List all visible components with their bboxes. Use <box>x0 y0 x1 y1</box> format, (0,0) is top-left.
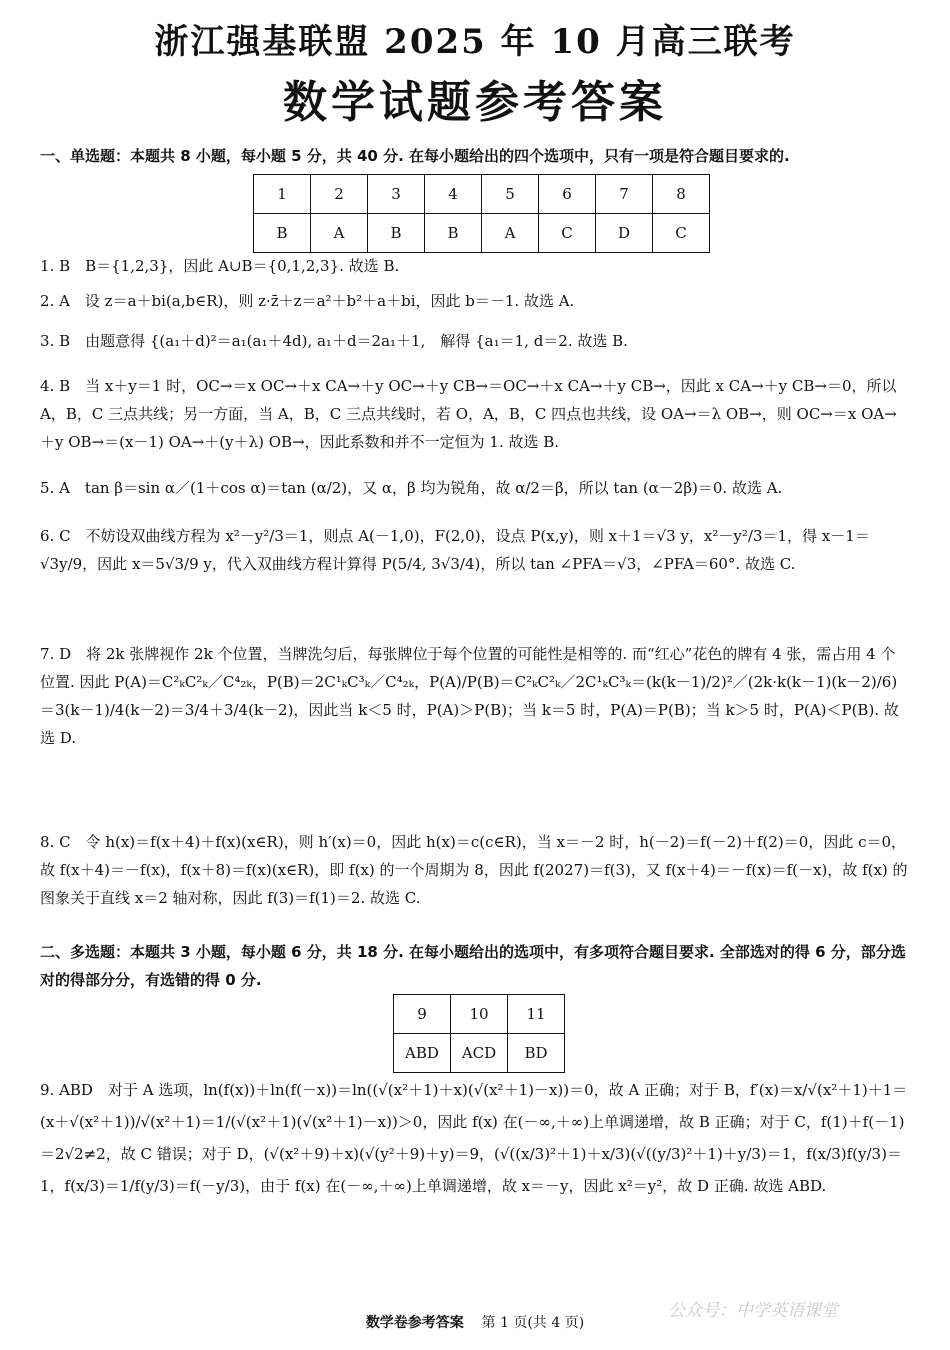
watermark: 公众号：中学英语课堂 <box>668 1301 838 1321</box>
answer-table-1 <box>253 174 710 253</box>
page-title: 浙江强基联盟 2025 年 10 月高三联考 <box>154 22 796 62</box>
table-cell: BD <box>508 1034 565 1073</box>
table-row <box>394 995 565 1034</box>
section2-heading: 二、多选题：本题共 3 小题，每小题 6 分，共 18 分. 在每小题给出的选项中，有多项符合题目要求. 全部选对的得 6 分，部分选对的得部分分，有选错的得 0 分. <box>40 943 906 989</box>
table-cell: D <box>596 214 653 253</box>
table-cell: 6 <box>539 175 596 214</box>
table-cell: 4 <box>425 175 482 214</box>
solution-8: 8. C 令 h(x)＝f(x＋4)＋f(x)(x∈R)，则 h′(x)＝0，因此 h(x)＝c(c∈R)，当 x＝－2 时，h(－2)＝f(－2)＋f(2)＝0，因此 c＝0，故 f(x＋4)＝－f(x)，f(x＋8)＝f(x)(x∈R)，即 f(x) 的一个周期为 8，因此 f(2027)＝f(3)，又 f(x＋4)＝－f(x)＝f(－x)，故 f(x) 的图象关于直线 x＝2 轴对称，因此 f(3)＝f(1)＝2. 故选 C. <box>40 833 908 907</box>
table-row <box>254 175 710 214</box>
table-cell: A <box>311 214 368 253</box>
table-cell: 10 <box>451 995 508 1034</box>
table-cell: 5 <box>482 175 539 214</box>
table-cell: ABD <box>394 1034 451 1073</box>
table-cell: B <box>368 214 425 253</box>
solution-1: 1. B B＝{1,2,3}，因此 A∪B＝{0,1,2,3}. 故选 B. <box>40 257 400 275</box>
solution-2: 2. A 设 z＝a＋bi(a,b∈R)，则 z·z̄＋z＝a²＋b²＋a＋bi，因此 b＝－1. 故选 A. <box>40 292 575 310</box>
table-cell: ACD <box>451 1034 508 1073</box>
solution-6: 6. C 不妨设双曲线方程为 x²－y²/3＝1，则点 A(－1,0)，F(2,0)，设点 P(x,y)，则 x＋1＝√3 y，x²－y²/3＝1，得 x－1＝√3y/9，因此 x＝5√3/9 y，代入双曲线方程计算得 P(5/4, 3√3/4)，所以 tan ∠PFA＝√3，∠PFA＝60°. 故选 C. <box>40 527 870 573</box>
solution-4: 4. B 当 x＋y＝1 时，OC→＝x OC→＋x CA→＋y OC→＋y CB→＝OC→＋x CA→＋y CB→，因此 x CA→＋y CB→＝0，所以 A，B，C 三点共线；另一方面，当 A，B，C 三点共线时，若 O，A，B，C 四点也共线，设 OA→＝λ OB→，则 OC→＝x OA→＋y OB→＝(x－1) OA→＋(y＋λ) OB→，因此系数和并不一定恒为 1. 故选 B. <box>40 377 897 451</box>
solution-7: 7. D 将 2k 张牌视作 2k 个位置，当牌洗匀后，每张牌位于每个位置的可能性是相等的. 而“红心”花色的牌有 4 张，需占用 4 个位置. 因此 P(A)＝C²ₖC²ₖ／C⁴₂ₖ，P(B)＝2C¹ₖC³ₖ／C⁴₂ₖ，P(A)/P(B)＝C²ₖC²ₖ／2C¹ₖC³ₖ＝(k(k－1)/2)²／(2k·k(k－1)(k－2)/6)＝3(k－1)/4(k－2)＝3/4＋3/4(k－2)，因此当 k＜5 时，P(A)＞P(B)；当 k＝5 时，P(A)＝P(B)；当 k＞5 时，P(A)＜P(B). 故选 D. <box>40 645 899 747</box>
table-cell: 1 <box>254 175 311 214</box>
table-cell: B <box>254 214 311 253</box>
footer-label: 数学卷参考答案 <box>365 1315 464 1331</box>
table-row <box>254 214 710 253</box>
footer-page-number: 第 1 页(共 4 页) <box>481 1315 585 1331</box>
table-cell: 3 <box>368 175 425 214</box>
table-cell: 2 <box>311 175 368 214</box>
solution-9: 9. ABD 对于 A 选项，ln(f(x))＋ln(f(－x))＝ln((√(x²＋1)＋x)(√(x²＋1)－x))＝0，故 A 正确；对于 B，f′(x)＝x/√(x²＋1)＋1＝(x＋√(x²＋1))/√(x²＋1)＝1/(√(x²＋1)(√(x²＋1)－x))＞0，因此 f(x) 在(－∞,＋∞)上单调递增，故 B 正确；对于 C，f(1)＋f(－1)＝2√2≠2，故 C 错误；对于 D，(√(x²＋9)＋x)(√(y²＋9)＋y)＝9，(√((x/3)²＋1)＋x/3)(√((y/3)²＋1)＋y/3)＝1，f(x/3)f(y/3)＝1，f(x/3)＝1/f(y/3)＝f(－y/3)，由于 f(x) 在(－∞,＋∞)上单调递增，故 x＝－y，因此 x²＝y²，故 D 正确. 故选 ABD. <box>40 1081 908 1195</box>
table-cell: 7 <box>596 175 653 214</box>
table-cell: B <box>425 214 482 253</box>
table-cell: C <box>539 214 596 253</box>
answer-table-2 <box>393 994 565 1073</box>
table-cell: 11 <box>508 995 565 1034</box>
section1-heading: 一、单选题：本题共 8 小题，每小题 5 分，共 40 分. 在每小题给出的四个选项中，只有一项是符合题目要求的. <box>40 147 790 165</box>
table-cell: 9 <box>394 995 451 1034</box>
table-row <box>394 1034 565 1073</box>
page-subtitle: 数学试题参考答案 <box>283 77 667 128</box>
solution-3: 3. B 由题意得 {(a₁＋d)²＝a₁(a₁＋4d), a₁＋d＝2a₁＋1, 解得 {a₁＝1, d＝2. 故选 B. <box>40 332 628 350</box>
page-footer <box>0 1312 950 1332</box>
table-cell: C <box>653 214 710 253</box>
table-cell: 8 <box>653 175 710 214</box>
table-cell: A <box>482 214 539 253</box>
solution-5: 5. A tan β＝sin α／(1＋cos α)＝tan (α/2)，又 α，β 均为锐角，故 α/2＝β，所以 tan (α－2β)＝0. 故选 A. <box>40 479 783 497</box>
